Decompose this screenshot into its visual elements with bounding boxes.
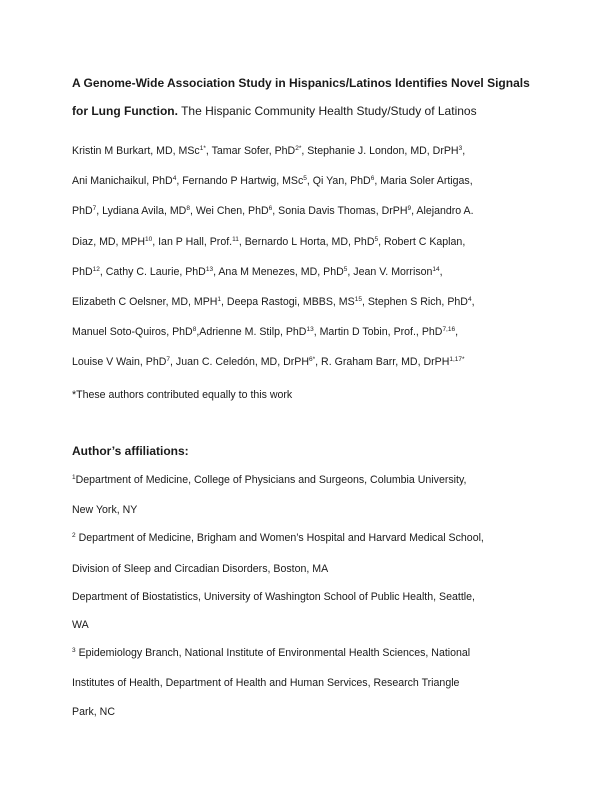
superscript-marker: 3 bbox=[458, 145, 463, 152]
affiliation-line bbox=[72, 698, 552, 726]
text-segment: , Stephen S Rich, PhD bbox=[361, 296, 468, 309]
author-line bbox=[72, 318, 552, 348]
affiliations-heading: Author’s affiliations: bbox=[72, 444, 189, 458]
superscript-marker: 1 bbox=[217, 296, 222, 304]
text-segment: , Martin D Tobin, Prof., PhD bbox=[313, 326, 443, 339]
superscript-marker: 5 bbox=[374, 235, 379, 243]
text-segment: , Tamar Sofer, PhD bbox=[205, 145, 296, 157]
text-segment: , bbox=[471, 296, 475, 309]
paper-title bbox=[72, 69, 552, 125]
affiliation-line bbox=[72, 555, 552, 583]
text-segment: , Maria Soler Artigas, bbox=[374, 175, 473, 188]
text-segment: Park, NC bbox=[72, 705, 115, 718]
text-segment: WA bbox=[72, 619, 89, 632]
superscript-marker: 9 bbox=[407, 205, 412, 213]
superscript-marker: 5 bbox=[343, 265, 348, 273]
text-segment: Manuel Soto-Quiros, PhD bbox=[72, 326, 193, 339]
author-line bbox=[72, 137, 552, 167]
text-segment: PhD bbox=[72, 265, 93, 278]
text-segment: , bbox=[439, 265, 443, 278]
text-segment: , bbox=[455, 326, 459, 339]
affiliation-line bbox=[72, 496, 552, 524]
text-segment: , Lydiana Avila, MD bbox=[96, 205, 187, 218]
superscript-marker: 14 bbox=[432, 265, 440, 273]
superscript-marker: 12 bbox=[92, 265, 100, 273]
author-line bbox=[72, 167, 552, 197]
superscript-marker: 6 bbox=[268, 205, 273, 213]
superscript-marker: 13 bbox=[205, 265, 214, 273]
text-segment: , Ana M Menezes, MD, PhD bbox=[213, 265, 344, 278]
text-segment: , Bernardo L Horta, MD, PhD bbox=[238, 235, 375, 248]
text-segment: Division of Sleep and Circadian Disorders, Boston, MA bbox=[72, 562, 329, 575]
affiliation-line bbox=[72, 583, 552, 611]
text-segment: PhD bbox=[72, 205, 93, 218]
superscript-marker: 3 bbox=[72, 647, 76, 655]
superscript-marker: 13 bbox=[306, 326, 314, 334]
text-segment: Department of Biostatistics, University of Washington School of Public Health, Seattle, bbox=[72, 590, 475, 603]
author-list bbox=[72, 137, 552, 379]
text-segment: Diaz, MD, MPH bbox=[72, 235, 145, 248]
superscript-marker: 8 bbox=[186, 205, 190, 213]
superscript-marker: 7,16 bbox=[442, 326, 456, 334]
text-segment: Kristin M Burkart, MD, MSc bbox=[72, 145, 200, 157]
superscript-marker: 6* bbox=[309, 356, 316, 364]
text-segment: Epidemiology Branch, National Institute of Environmental Health Sciences, National bbox=[75, 647, 471, 660]
text-segment: , Juan C. Celedón, MD, DrPH bbox=[170, 356, 309, 369]
text-segment: Department of Medicine, Brigham and Women’s Hospital and Harvard Medical School, bbox=[75, 532, 484, 545]
superscript-marker: 11 bbox=[232, 235, 239, 243]
superscript-marker: 1 bbox=[72, 474, 76, 481]
title-line-1 bbox=[72, 69, 552, 97]
author-line bbox=[72, 258, 552, 288]
title-bold-part-1: A Genome-Wide Association Study in Hispanics/Latinos Identifies Novel Signals bbox=[72, 76, 530, 90]
affiliations-list bbox=[72, 466, 552, 726]
equal-contribution-note: *These authors contributed equally to this work bbox=[72, 389, 293, 401]
text-segment: ,Adrienne M. Stilp, PhD bbox=[196, 326, 307, 339]
superscript-marker: 2* bbox=[295, 145, 302, 152]
superscript-marker: 1* bbox=[199, 145, 206, 152]
affiliation-line bbox=[72, 466, 552, 496]
affiliation-line bbox=[72, 669, 552, 697]
affiliation-line bbox=[72, 611, 552, 639]
text-segment: , Ian P Hall, Prof. bbox=[152, 235, 233, 248]
text-segment: , Cathy C. Laurie, PhD bbox=[99, 265, 206, 278]
text-segment: , Fernando P Hartwig, MSc bbox=[176, 175, 304, 188]
title-bold-part-2: for Lung Function. bbox=[72, 104, 178, 118]
text-segment: Elizabeth C Oelsner, MD, MPH bbox=[72, 296, 218, 309]
superscript-marker: 7 bbox=[166, 356, 171, 364]
superscript-marker: 6 bbox=[370, 175, 375, 183]
text-segment: , Deepa Rastogi, MBBS, MS bbox=[221, 296, 355, 309]
author-line bbox=[72, 288, 552, 318]
text-segment: , Robert C Kaplan, bbox=[378, 235, 466, 248]
superscript-marker: 8 bbox=[192, 326, 197, 334]
text-segment: , Jean V. Morrison bbox=[347, 265, 433, 278]
superscript-marker: 1,17* bbox=[449, 356, 465, 364]
text-segment: , Qi Yan, PhD bbox=[306, 175, 371, 188]
superscript-marker: 4 bbox=[172, 175, 177, 183]
title-subtitle: The Hispanic Community Health Study/Study of Latinos bbox=[177, 104, 477, 118]
author-line bbox=[72, 197, 552, 227]
superscript-marker: 5 bbox=[303, 175, 307, 183]
text-segment: , Stephanie J. London, MD, DrPH bbox=[301, 145, 459, 157]
text-segment: Ani Manichaikul, PhD bbox=[72, 175, 173, 188]
superscript-marker: 10 bbox=[144, 235, 153, 243]
text-segment: Louise V Wain, PhD bbox=[72, 356, 167, 369]
text-segment: Department of Medicine, College of Physicians and Surgeons, Columbia University, bbox=[75, 474, 467, 486]
text-segment: , Sonia Davis Thomas, DrPH bbox=[272, 205, 408, 218]
affiliation-line bbox=[72, 524, 552, 554]
text-segment: , bbox=[462, 145, 466, 157]
text-segment: New York, NY bbox=[72, 504, 138, 517]
author-line bbox=[72, 348, 552, 378]
text-segment: , R. Graham Barr, MD, DrPH bbox=[315, 356, 450, 369]
text-segment: , Alejandro A. bbox=[411, 205, 474, 218]
superscript-marker: 7 bbox=[92, 205, 97, 213]
affiliation-line bbox=[72, 639, 552, 669]
author-line bbox=[72, 228, 552, 258]
title-line-2 bbox=[72, 97, 552, 125]
superscript-marker: 2 bbox=[72, 532, 76, 540]
text-segment: , Wei Chen, PhD bbox=[189, 205, 269, 218]
text-segment: Institutes of Health, Department of Health and Human Services, Research Triangle bbox=[72, 677, 460, 690]
superscript-marker: 15 bbox=[354, 296, 362, 304]
superscript-marker: 4 bbox=[467, 296, 472, 304]
